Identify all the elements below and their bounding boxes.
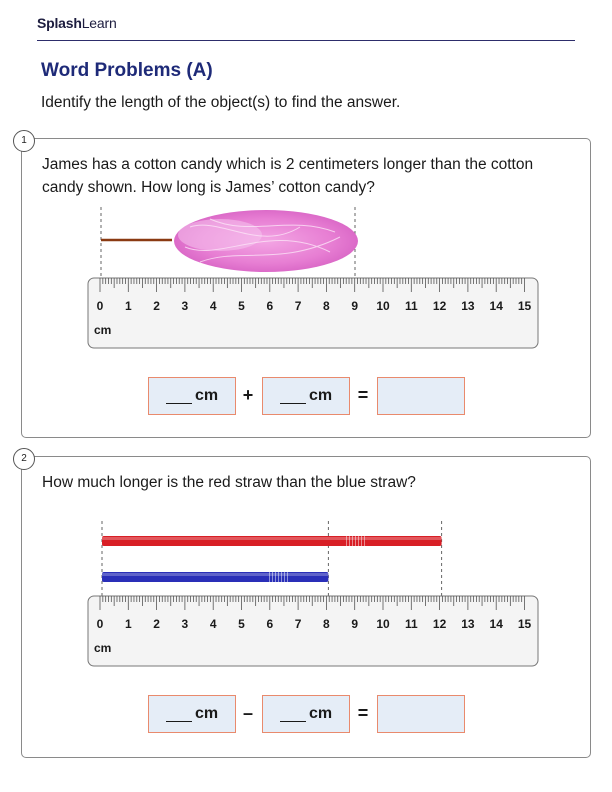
ruler-label: 4 <box>209 617 217 631</box>
ruler-label: 15 <box>517 617 532 631</box>
ruler-body <box>88 278 538 348</box>
ruler-label: 0 <box>96 299 104 313</box>
equals-operator: = <box>357 703 369 723</box>
ruler-label: 3 <box>181 617 189 631</box>
header-divider <box>37 40 575 41</box>
straw-highlight <box>102 573 328 576</box>
ruler-label: 1 <box>124 617 132 631</box>
answer-equation <box>148 377 468 415</box>
ruler-label: 0 <box>96 617 104 631</box>
ruler-label: 12 <box>432 299 447 313</box>
ruler-unit-label: cm <box>94 641 112 655</box>
question-card-1 <box>21 135 591 438</box>
answer-box-result[interactable] <box>377 695 465 733</box>
question-number-badge: 2 <box>13 448 35 470</box>
ruler-label: 13 <box>461 617 475 631</box>
ruler-label: 7 <box>294 617 302 631</box>
ruler-label: 3 <box>181 299 189 313</box>
answer-box-2[interactable]: cm <box>262 695 350 733</box>
ruler-unit-label: cm <box>94 323 112 337</box>
straw-highlight <box>102 537 442 540</box>
question-text: James has a cotton candy which is 2 centimeters longer than the cotton candy shown. How long is James’ cotton candy? <box>42 156 534 196</box>
answer-equation <box>148 695 468 733</box>
splashlearn-logo: SplashLearn <box>37 15 117 31</box>
ruler-label: 2 <box>153 299 160 313</box>
ruler-label: 10 <box>376 617 390 631</box>
answer-box-1[interactable]: cm <box>148 695 236 733</box>
ruler-label: 13 <box>461 299 475 313</box>
ruler-label: 6 <box>266 299 274 313</box>
ruler-label: 14 <box>489 299 503 313</box>
ruler-label: 14 <box>489 617 503 631</box>
ruler-label: 12 <box>432 617 447 631</box>
answer-box-1[interactable]: cm <box>148 377 236 415</box>
ruler-label: 1 <box>124 299 132 313</box>
ruler-label: 9 <box>351 299 359 313</box>
instructions: Identify the length of the object(s) to find the answer. <box>41 94 401 111</box>
ruler-label: 8 <box>323 617 330 631</box>
minus-operator: – <box>242 703 253 723</box>
equals-operator: = <box>357 385 369 405</box>
ruler-label: 7 <box>294 299 302 313</box>
straws-image <box>92 521 452 597</box>
answer-box-result[interactable] <box>377 377 465 415</box>
ruler-label: 11 <box>404 617 418 631</box>
answer-box-2[interactable]: cm <box>262 377 350 415</box>
ruler-label: 8 <box>323 299 330 313</box>
ruler-body <box>88 596 538 666</box>
ruler-label: 11 <box>404 299 418 313</box>
centimeter-ruler <box>87 277 539 349</box>
ruler-label: 10 <box>376 299 390 313</box>
centimeter-ruler <box>87 595 539 667</box>
ruler-label: 5 <box>238 299 245 313</box>
ruler-label: 5 <box>238 617 245 631</box>
question-text: How much longer is the red straw than the blue straw? <box>42 474 416 491</box>
question-number-badge: 1 <box>13 130 35 152</box>
question-card-2 <box>21 453 591 758</box>
ruler-label: 4 <box>209 299 217 313</box>
ruler-label: 9 <box>351 617 359 631</box>
plus-operator: + <box>242 385 254 405</box>
ruler-label: 2 <box>153 617 160 631</box>
ruler-label: 15 <box>517 299 532 313</box>
ruler-label: 6 <box>266 617 274 631</box>
page-title: Word Problems (A) <box>41 60 213 81</box>
cotton-candy-image <box>100 207 400 279</box>
